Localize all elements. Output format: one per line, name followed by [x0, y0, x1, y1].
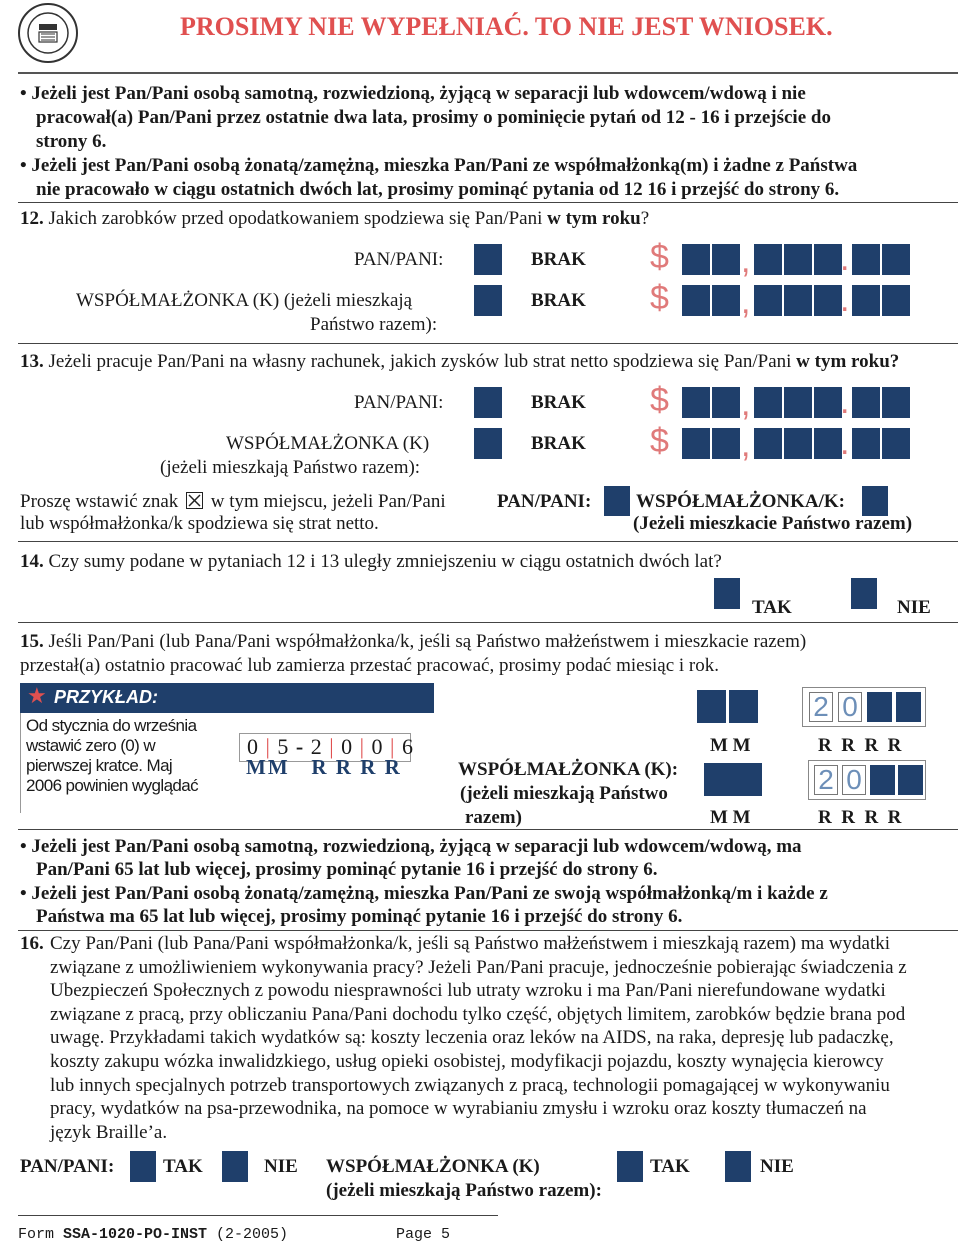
- q15-text-2: przestał(a) ostatnio pracować lub zamierza przestać pracować, prosimy podać miesiąc i rok.: [20, 655, 719, 676]
- q15-spouse-year[interactable]: 2 0: [808, 760, 926, 800]
- q16-self-no-label: NIE: [264, 1156, 298, 1177]
- q15-spouse-label-2: (jeżeli mieszkają Państwo: [460, 783, 668, 804]
- divider: [18, 343, 958, 344]
- q12-self-label: PAN/PANI:: [354, 249, 444, 270]
- q13-text: 13. Jeżeli pracuje Pan/Pani na własny rachunek, jakich zysków lub strat netto spodziewa się Pan/Pani w tym roku?: [20, 351, 900, 372]
- mid-bullet-2-line-2: Państwa ma 65 lat lub więcej, prosimy pominąć pytanie 16 i przejść do strony 6.: [36, 906, 683, 927]
- q14-no-label: NIE: [897, 597, 931, 618]
- intro-bullet-1-line-2: pracował(a) Pan/Pani przez ostatnie dwa lata, prosimy o pominięcie pytań od 12 - 16 i przejście do: [36, 107, 831, 128]
- q16-spouse-label-2: (jeżeli mieszkają Państwo razem):: [326, 1180, 602, 1201]
- divider: [18, 72, 958, 74]
- q13-self-label: PAN/PANI:: [354, 392, 444, 413]
- mid-bullet-1-line-1: • Jeżeli jest Pan/Pani osobą samotną, rozwiedzioną, żyjącą w separacji lub wdowcem/wdową, ma: [20, 836, 802, 857]
- footer-page-number: Page 5: [396, 1226, 451, 1243]
- checked-box-icon: [186, 492, 203, 509]
- q16-spouse-yes-checkbox[interactable]: [617, 1151, 643, 1182]
- q16-spouse-no-checkbox[interactable]: [725, 1151, 751, 1182]
- footer-form-id: Form SSA-1020-PO-INST (2-2005): [18, 1226, 289, 1243]
- q12-spouse-label: WSPÓŁMAŁŻONKA (K) (jeżeli mieszkają: [76, 290, 413, 311]
- q15-self-year[interactable]: 2 0: [802, 687, 926, 727]
- q13-spouse-label-2: (jeżeli mieszkają Państwo razem):: [160, 457, 421, 478]
- q15-self-month-2[interactable]: [729, 690, 758, 723]
- q13-self-none-label: BRAK: [531, 392, 586, 413]
- q13-loss-self-checkbox[interactable]: [604, 486, 630, 516]
- q14-yes-label: TAK: [752, 597, 792, 618]
- q13-loss-spouse-note: (Jeżeli mieszkacie Państwo razem): [633, 513, 913, 534]
- q12-text: 12. Jakich zarobków przed opodatkowaniem spodziewa się Pan/Pani w tym roku?: [20, 208, 650, 229]
- example-format: MM R R R R: [246, 755, 402, 779]
- q15-spouse-rrrr: R R R R: [818, 807, 902, 828]
- intro-bullet-2-line-2: nie pracowało w ciągu ostatnich dwóch lat, prosimy pominąć pytania od 12 16 i przejść do strony 6.: [36, 179, 840, 200]
- q13-loss-note-1: Proszę wstawić znak w tym miejscu, jeżeli Pan/Pani: [20, 491, 446, 512]
- q12-self-amount[interactable]: $ , .: [650, 244, 930, 276]
- example-header: [20, 683, 434, 713]
- mid-bullet-2-line-1: • Jeżeli jest Pan/Pani osobą żonatą/zamężną, mieszka Pan/Pani ze swoją współmałżonką/m i każde z: [20, 883, 828, 904]
- q14-text: 14. Czy sumy podane w pytaniach 12 i 13 uległy zmniejszeniu w ciągu ostatnich dwóch lat?: [20, 551, 722, 572]
- q13-self-amount[interactable]: $ , .: [650, 387, 930, 419]
- q15-text-1: 15. Jeśli Pan/Pani (lub Pana/Pani współmałżonka/k, jeśli są Państwo małżeństwem i mieszkacie razem): [20, 631, 807, 652]
- divider: [18, 541, 958, 542]
- divider: [18, 829, 958, 830]
- q13-spouse-none-label: BRAK: [531, 433, 586, 454]
- q13-spouse-none-checkbox[interactable]: [474, 428, 502, 459]
- q16-self-no-checkbox[interactable]: [222, 1151, 248, 1182]
- q15-self-month-1[interactable]: [697, 690, 726, 723]
- divider: [18, 622, 958, 623]
- example-title: PRZYKŁAD:: [54, 687, 158, 707]
- q16-spouse-no-label: NIE: [760, 1156, 794, 1177]
- q15-spouse-month-1[interactable]: [704, 763, 733, 796]
- q16-num: 16.: [20, 933, 44, 954]
- q13-loss-note-2: lub współmałżonka/k spodziewa się strat netto.: [20, 513, 379, 534]
- q16-spouse-label: WSPÓŁMAŁŻONKA (K): [326, 1156, 540, 1177]
- q12-spouse-label-2: Państwo razem):: [310, 314, 438, 335]
- q16-spouse-yes-label: TAK: [650, 1156, 690, 1177]
- example-text: Od stycznia do września wstawić zero (0) w pierwszej kratce. Maj 2006 powinien wyglądać: [26, 716, 199, 795]
- q15-spouse-label-3: razem): [465, 807, 522, 828]
- q12-spouse-amount[interactable]: $ , .: [650, 285, 930, 317]
- q15-self-mm: M M: [710, 735, 751, 756]
- page-title: PROSIMY NIE WYPEŁNIAĆ. TO NIE JEST WNIOSEK.: [180, 12, 833, 41]
- q15-spouse-label-1: WSPÓŁMAŁŻONKA (K):: [458, 759, 679, 780]
- intro-bullet-2-line-1: • Jeżeli jest Pan/Pani osobą żonatą/zamężną, mieszka Pan/Pani ze współmałżonką(m) i żadne z Państwa: [20, 155, 858, 176]
- intro-bullet-1-line-1: • Jeżeli jest Pan/Pani osobą samotną, rozwiedzioną, żyjącą w separacji lub wdowcem/wdową i nie: [20, 83, 806, 104]
- q16-self-yes-checkbox[interactable]: [130, 1151, 156, 1182]
- q14-yes-checkbox[interactable]: [714, 578, 740, 609]
- q16-text: Czy Pan/Pani (lub Pana/Pani współmałżonka/k, jeśli są Państwo małżeństwem i mieszkają razem) ma wydatki związane z umożliwieniem wykonywania pracy? Jeżeli Pan/Pani pracuje, jednocześnie pobierając świadczenia z Ubezpieczeń Społecznych z powodu niesprawności lub utraty wzroku i ma Pan/Pani nierefundowane wydatki związane z pracą, przy obliczaniu Pana/Pani dochodu tylko część, objętych limitem, zarobków będzie brana pod uwagę. Przykładami takich wydatków są: koszty leczenia oraz leków na AIDS, na raka, depresję lub padaczkę, koszty zakupu wózka inwalidzkiego, usług opieki osobistej, modyfikacji pojazdu, koszty wynajęcia kierowcy lub innych specjalnych potrzeb transportowych związanych z pracą, technologii pomagającej w wykonywaniu pracy, wydatków na psa-przewodnika, na pomoce w wyrabianiu zmysłu i wzroku oraz koszty tłumaczeń na język Braille’a.: [50, 933, 907, 1143]
- mid-bullet-1-line-2: Pan/Pani 65 lat lub więcej, prosimy pominąć pytanie 16 i przejść do strony 6.: [36, 859, 658, 880]
- divider: [18, 930, 958, 931]
- q12-self-none-checkbox[interactable]: [474, 244, 502, 275]
- q15-spouse-mm: M M: [710, 807, 751, 828]
- star-icon: ★: [27, 683, 47, 708]
- q12-spouse-none-label: BRAK: [531, 290, 586, 311]
- q12-spouse-none-checkbox[interactable]: [474, 285, 502, 316]
- divider: [18, 202, 958, 203]
- q13-spouse-label: WSPÓŁMAŁŻONKA (K): [226, 433, 430, 454]
- q13-spouse-amount[interactable]: $ , .: [650, 428, 930, 460]
- q15-spouse-month-2[interactable]: [733, 763, 762, 796]
- q15-self-rrrr: R R R R: [818, 735, 902, 756]
- q13-loss-self-label: PAN/PANI:: [497, 491, 592, 512]
- q13-self-none-checkbox[interactable]: [474, 387, 502, 418]
- example-date-field: 0 | 5 - 2 | 0 | 0 | 6: [239, 733, 411, 762]
- q14-no-checkbox[interactable]: [851, 578, 877, 609]
- ssa-logo: [17, 2, 79, 64]
- q13-loss-spouse-label: WSPÓŁMAŁŻONKA/K:: [636, 491, 846, 512]
- intro-bullet-1-line-3: strony 6.: [36, 131, 107, 152]
- q16-self-yes-label: TAK: [163, 1156, 203, 1177]
- q12-self-none-label: BRAK: [531, 249, 586, 270]
- footer-divider: [18, 1215, 498, 1216]
- q16-self-label: PAN/PANI:: [20, 1156, 115, 1177]
